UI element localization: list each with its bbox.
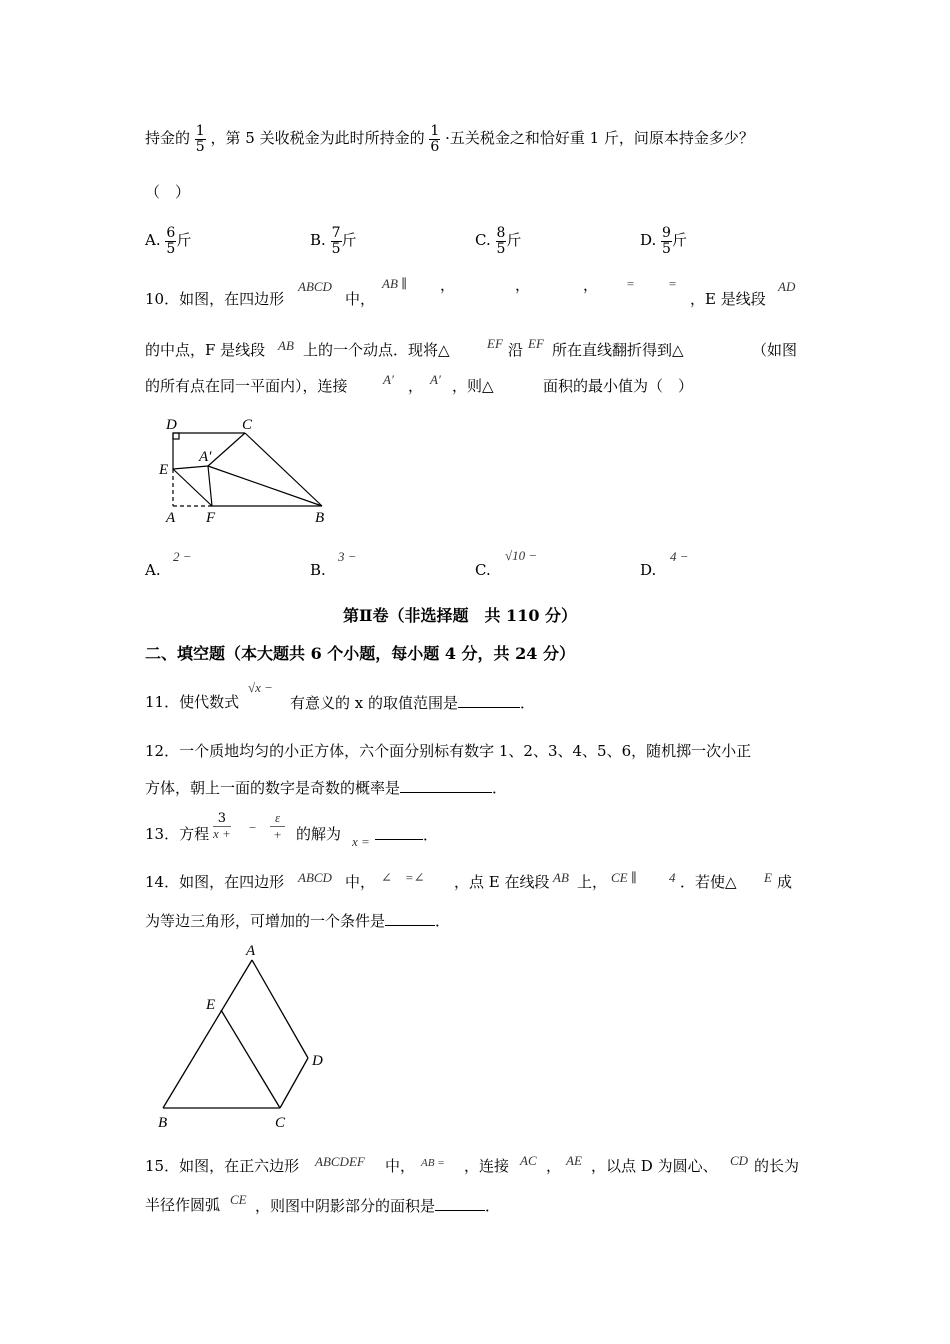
edge-a-prime-c — [208, 433, 245, 466]
q10-line3c: 面积的最小值为（ ） — [543, 377, 694, 395]
q15-zhong: 中， — [385, 1157, 416, 1175]
q10-comma3: ， — [583, 276, 599, 294]
q10-option-a-value: 2 − — [173, 549, 192, 564]
edge-ec — [221, 1010, 280, 1108]
q10-line2b: 上的一个动点．现将△ — [303, 341, 450, 359]
fraction-numerator: 7 — [331, 225, 341, 241]
q10-option-b-value: 3 − — [338, 549, 357, 564]
q14-angle: ∠ =∠ — [381, 870, 425, 885]
q10-figure — [155, 410, 340, 530]
option-label: C. — [475, 231, 491, 250]
label-a: A — [246, 943, 256, 959]
label-b: B — [315, 510, 325, 526]
q10-comma2: ， — [515, 276, 531, 294]
q14-a4: 4 — [669, 870, 676, 885]
right-angle-mark — [173, 433, 179, 439]
fraction — [496, 226, 507, 256]
q13-fraction2 — [270, 810, 285, 842]
label-f: F — [206, 510, 216, 526]
q9-option-c — [475, 226, 521, 256]
q13-x-eq: x = — [352, 834, 370, 849]
q9-option-d — [640, 226, 687, 256]
q15-cd: CD — [730, 1153, 749, 1168]
edge-ab — [163, 960, 252, 1108]
fraction-denominator: 6 — [430, 138, 440, 155]
fraction-numerator: 1 — [195, 123, 205, 139]
label-b: B — [158, 1115, 168, 1131]
q10-line2c: 沿 — [508, 341, 524, 359]
q15-comma: ， — [546, 1157, 562, 1175]
q9-line1 — [145, 124, 754, 154]
q15-ac: AC — [520, 1153, 537, 1168]
q15-line2b — [255, 1196, 500, 1215]
q10-tail1 — [690, 290, 766, 308]
q13-end: ． — [423, 826, 439, 844]
q14-ab: AB — [553, 870, 569, 885]
q13-minus: − — [248, 820, 257, 835]
q10-line2a: 的中点，F 是线段 — [145, 341, 266, 359]
q10-ab: AB — [278, 338, 294, 353]
q14-zhong: 中， — [345, 873, 376, 891]
q10-aprime2: A′ — [430, 372, 441, 387]
label-d: D — [312, 1053, 323, 1069]
q9-option-a — [145, 226, 191, 256]
q15-line2a: 半径作圆弧 — [145, 1196, 221, 1214]
option-unit: 斤 — [341, 231, 357, 250]
q10-ab-parallel: AB ∥ — [382, 276, 408, 291]
q10-line3-comma: ， — [408, 377, 424, 395]
q10-zhong: 中， — [345, 290, 376, 308]
answer-blank — [435, 1196, 485, 1211]
q11-expr: √x − — [248, 680, 273, 695]
q10-line2e: （如图 — [752, 341, 798, 359]
section2-title: 第Ⅱ卷（非选择题 共 110 分） — [343, 606, 578, 625]
q9-text-mid: ，第 5 关收税金为此时所持金的 — [210, 129, 425, 148]
q10-line3a: 的所有点在同一平面内），连接 — [145, 377, 348, 395]
label-a-prime: A′ — [199, 449, 212, 465]
q12-end: ． — [492, 779, 508, 797]
label-c: C — [242, 417, 253, 433]
q10-ef1: EF — [487, 336, 503, 351]
q11-body — [290, 693, 535, 712]
label-a: A — [166, 510, 176, 526]
q15-ce: CE — [230, 1192, 247, 1207]
fraction-numerator: 1 — [430, 123, 440, 139]
fraction-denominator: + — [273, 826, 282, 842]
edge-ad — [252, 960, 308, 1058]
fraction-numerator: 8 — [496, 225, 506, 241]
answer-blank — [400, 778, 492, 793]
q12-line2-text: 方体，朝上一面的数字是奇数的概率是 — [145, 779, 401, 797]
q11-prefix: 11．使代数式 — [145, 693, 240, 711]
q10-prefix: 10．如图，在四边形 — [145, 290, 285, 308]
q10-option-d-value: 4 − — [670, 549, 689, 564]
q9-text-prefix: 持金的 — [145, 129, 191, 148]
fraction-denominator: 5 — [662, 240, 671, 257]
answer-blank — [458, 693, 520, 708]
q14-figure — [150, 935, 335, 1135]
q14-shang: 上， — [577, 873, 608, 891]
q10-ad: AD — [778, 279, 796, 294]
edge-ea-prime — [173, 466, 208, 469]
label-e: E — [159, 462, 169, 478]
q15-ae: AE — [566, 1153, 582, 1168]
section2-subtitle: 二、填空题（本大题共 6 个小题，每小题 4 分，共 24 分） — [145, 644, 575, 663]
q12-line1: 12．一个质地均匀的小正方体，六个面分别标有数字 1、2、3、4、5、6，随机掷一次小正 — [145, 742, 752, 760]
q13-prefix: 13．方程 — [145, 825, 210, 843]
fraction-denominator: 5 — [195, 138, 205, 155]
q11-end: ． — [520, 694, 536, 712]
q14-end: ． — [435, 912, 451, 930]
edge-dc — [280, 1058, 308, 1108]
fraction — [195, 124, 206, 154]
q15-line2b-text: ，则图中阴影部分的面积是 — [255, 1197, 436, 1215]
q10-eq1: = — [626, 276, 635, 291]
option-unit: 斤 — [176, 231, 192, 250]
fraction-numerator: 6 — [166, 225, 176, 241]
q15-prefix: 15．如图，在正六边形 — [145, 1157, 300, 1175]
q10-option-b-label: B. — [310, 561, 326, 579]
q10-option-c-value: √10 − — [505, 548, 538, 563]
q11-suffix: 有意义的 x 的取值范围是 — [290, 694, 458, 712]
q9-paren: （ ） — [145, 183, 191, 201]
q15-hex: ABCDEF — [315, 1154, 365, 1169]
fraction-numerator: ε — [270, 810, 285, 827]
q9-option-b — [310, 226, 357, 256]
q14-e: E — [764, 870, 772, 885]
fraction-denominator: 5 — [331, 240, 341, 257]
q14-prefix: 14．如图，在四边形 — [145, 873, 285, 891]
answer-blank — [375, 825, 423, 840]
q10-line2d: 所在直线翻折得到△ — [552, 341, 684, 359]
q10-ef2: EF — [528, 336, 544, 351]
q15-tail: 的长为 — [754, 1157, 800, 1175]
label-d: D — [166, 417, 177, 433]
q14-quad: ABCD — [298, 870, 332, 885]
q13-mid: 的解为 — [296, 825, 342, 843]
q13-fraction1 — [213, 812, 231, 842]
option-label: A. — [145, 231, 161, 250]
fraction — [661, 226, 672, 256]
q10-option-d-label: D. — [640, 561, 657, 579]
option-unit: 斤 — [506, 231, 522, 250]
q10-option-c-label: C. — [475, 561, 491, 579]
q10-aprime1: A′ — [383, 372, 394, 387]
edge-cb — [245, 433, 322, 506]
q14-line2-text: 为等边三角形，可增加的一个条件是 — [145, 912, 386, 930]
fraction — [165, 226, 176, 256]
q15-mid: ，以点 D 为圆心、 — [591, 1157, 718, 1175]
label-e: E — [206, 997, 216, 1013]
q14-line2 — [145, 911, 450, 930]
q10-quad: ABCD — [298, 279, 332, 294]
edge-a-prime-f — [208, 466, 212, 506]
option-label: D. — [640, 231, 657, 250]
fraction-numerator: 3 — [213, 812, 231, 827]
q10-line3b: ，则△ — [452, 377, 494, 395]
q14-ce: CE ∥ — [611, 870, 637, 885]
q15-ab-eq: AB = — [421, 1157, 445, 1169]
label-c: C — [275, 1115, 286, 1131]
edge-ef — [173, 469, 212, 506]
q10-option-a-label: A. — [145, 561, 161, 579]
fraction-denominator: 5 — [496, 240, 506, 257]
answer-blank — [385, 911, 435, 926]
q15-lianjie: ，连接 — [464, 1157, 510, 1175]
q9-text-suffix: ·五关税金之和恰好重 1 斤，问原本持金多少？ — [445, 129, 754, 148]
q10-tail-text: ，E 是线段 — [690, 290, 766, 308]
fraction — [429, 124, 440, 154]
fraction-numerator: 9 — [662, 225, 671, 241]
option-label: B. — [310, 231, 326, 250]
q14-tail: ．若使△ — [680, 873, 737, 891]
q15-end: ． — [485, 1197, 501, 1215]
fraction-denominator: 5 — [166, 240, 176, 257]
option-unit: 斤 — [671, 231, 687, 250]
q14-cheng: 成 — [777, 873, 793, 891]
q10-comma1: ， — [440, 276, 456, 294]
fraction-denominator: x + — [213, 826, 231, 842]
q13-answer — [375, 825, 438, 844]
q14-mid: ，点 E 在线段 — [454, 873, 550, 891]
q12-line2 — [145, 778, 507, 797]
q10-eq2: = — [668, 276, 677, 291]
fraction — [331, 226, 342, 256]
edge-a-prime-b — [208, 466, 322, 506]
